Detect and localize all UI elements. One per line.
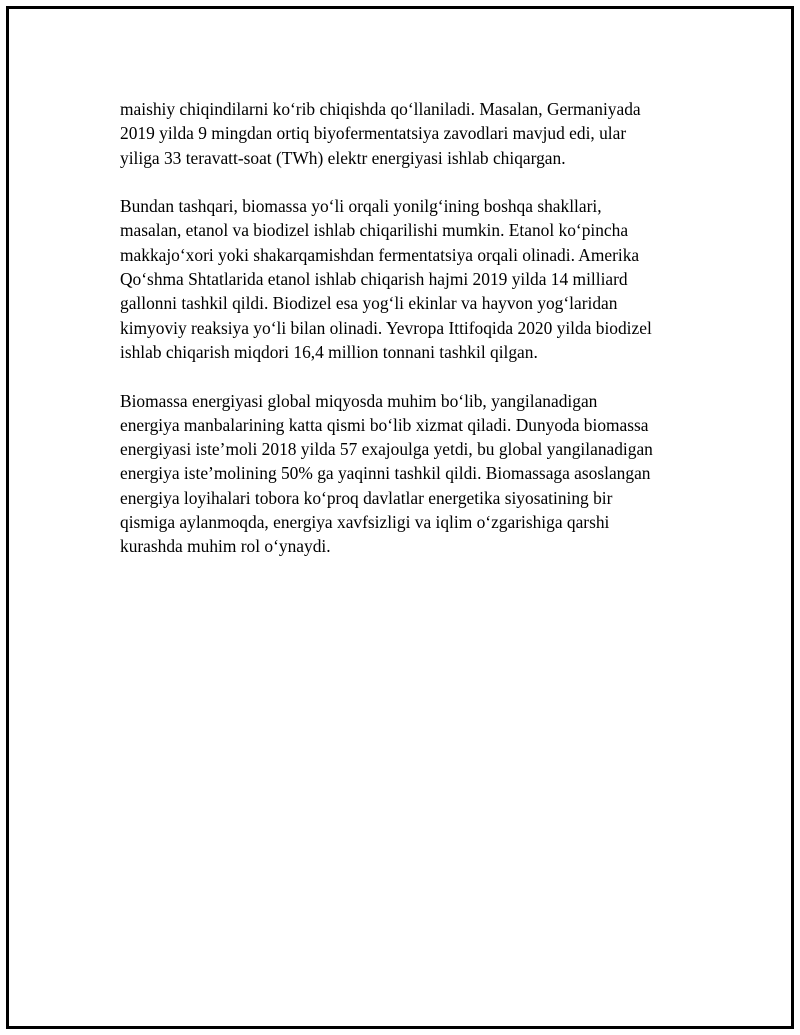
- text-line: yiliga 33 teravatt-soat (TWh) elektr energiyasi ishlab chiqargan.: [120, 147, 566, 168]
- text-line: energiya manbalarining katta qismi bo‘lib xizmat qiladi. Dunyoda biomassa: [120, 414, 649, 435]
- text-line: Biomassa energiyasi global miqyosda muhim bo‘lib, yangilanadigan: [120, 390, 598, 411]
- text-line: kimyoviy reaksiya yo‘li bilan olinadi. Yevropa Ittifoqida 2020 yilda biodizel: [120, 317, 652, 338]
- text-line: ishlab chiqarish miqdori 16,4 million tonnani tashkil qilgan.: [120, 341, 538, 362]
- text-line: Qo‘shma Shtatlarida etanol ishlab chiqarish hajmi 2019 yilda 14 milliard: [120, 269, 628, 290]
- paragraph-1: [120, 97, 720, 170]
- document-body: [120, 97, 720, 583]
- text-line: gallonni tashkil qildi. Biodizel esa yog‘li ekinlar va hayvon yog‘laridan: [120, 293, 618, 314]
- text-line: energiya iste’molining 50% ga yaqinni tashkil qildi. Biomassaga asoslangan: [120, 463, 651, 484]
- text-line: maishiy chiqindilarni ko‘rib chiqishda qo‘llaniladi. Masalan, Germaniyada: [120, 99, 641, 119]
- paragraph-3: [120, 389, 720, 559]
- text-line: energiya loyihalari tobora ko‘proq davlatlar energetika siyosatining bir: [120, 487, 613, 508]
- text-line: energiyasi iste’moli 2018 yilda 57 exajoulga yetdi, bu global yangilanadigan: [120, 439, 653, 460]
- document-page: [6, 6, 794, 1029]
- text-line: kurashda muhim rol o‘ynaydi.: [120, 536, 331, 557]
- text-line: masalan, etanol va biodizel ishlab chiqarilishi mumkin. Etanol ko‘pincha: [120, 220, 629, 241]
- text-line: makkajo‘xori yoki shakarqamishdan fermentatsiya orqali olinadi. Amerika: [120, 244, 640, 265]
- text-line: qismiga aylanmoqda, energiya xavfsizligi va iqlim o‘zgarishiga qarshi: [120, 512, 610, 533]
- paragraph-2: [120, 194, 720, 364]
- text-line: Bundan tashqari, biomassa yo‘li orqali yonilg‘ining boshqa shakllari,: [120, 196, 602, 217]
- text-line: 2019 yilda 9 mingdan ortiq biyofermentatsiya zavodlari mavjud edi, ular: [120, 123, 627, 144]
